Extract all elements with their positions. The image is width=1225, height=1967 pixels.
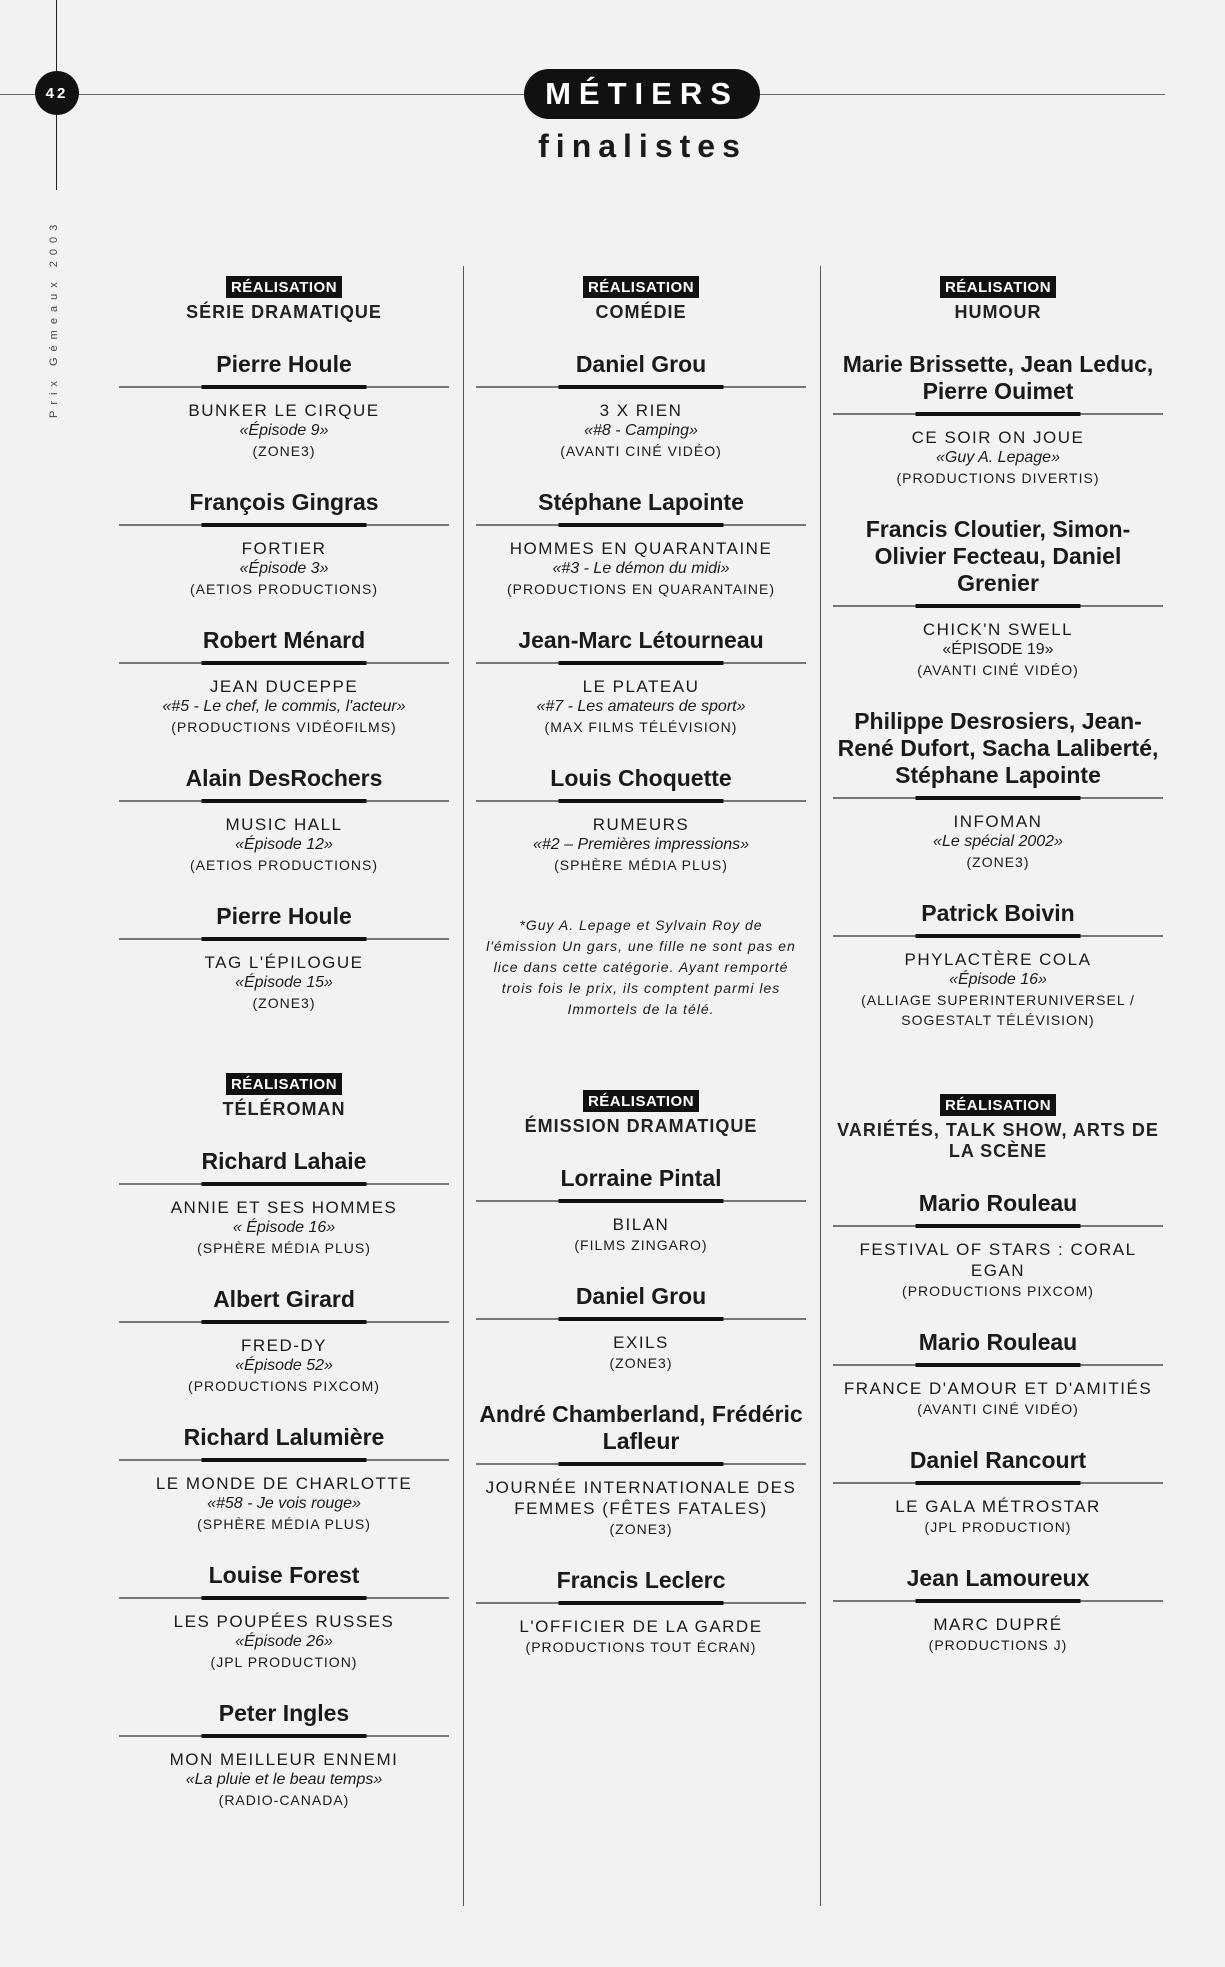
finalist-name: Patrick Boivin <box>921 900 1075 926</box>
producer: (AVANTI CINÉ VIDÉO) <box>917 662 1079 678</box>
producer: (ZONE3) <box>609 1521 673 1537</box>
producer: (AVANTI CINÉ VIDÉO) <box>560 443 722 459</box>
entry-rule <box>476 1463 806 1465</box>
finalist-entry <box>833 516 1163 680</box>
entry-rule <box>476 662 806 664</box>
episode-title: « Épisode 16» <box>232 1219 336 1236</box>
producer: (SPHÈRE MÉDIA PLUS) <box>554 857 728 873</box>
finalist-entry <box>476 351 806 461</box>
entry-rule <box>476 800 806 802</box>
finalist-entry <box>476 1401 806 1539</box>
column-1 <box>119 276 449 1834</box>
category-title: ÉMISSION DRAMATIQUE <box>524 1116 758 1136</box>
finalist-entry <box>119 765 449 875</box>
episode-title: «Épisode 9» <box>239 422 329 439</box>
finalist-name: Marie Brissette, Jean Leduc, Pierre Ouimet <box>842 351 1154 404</box>
finalist-entry <box>476 1165 806 1255</box>
entry-rule <box>119 524 449 526</box>
entry-rule <box>833 1364 1163 1366</box>
show-title: BUNKER LE CIRQUE <box>188 401 380 420</box>
finalist-entry <box>833 708 1163 872</box>
category-title: VARIÉTÉS, TALK SHOW, ARTS DE LA SCÈNE <box>837 1120 1159 1161</box>
page-subtitle: finalistes <box>538 128 747 164</box>
producer: (ZONE3) <box>609 1355 673 1371</box>
finalist-entry <box>119 903 449 1013</box>
episode-title: «#2 – Premières impressions» <box>532 836 750 853</box>
finalist-name: André Chamberland, Frédéric Lafleur <box>479 1401 803 1454</box>
finalist-name: Mario Rouleau <box>918 1329 1078 1355</box>
category-section <box>119 276 449 1013</box>
episode-title: «Épisode 15» <box>235 974 333 991</box>
finalist-entry <box>833 351 1163 488</box>
finalist-name: Lorraine Pintal <box>560 1165 722 1191</box>
finalist-name: Robert Ménard <box>202 627 366 653</box>
producer: (PRODUCTIONS DIVERTIS) <box>896 470 1100 486</box>
finalist-name: Daniel Grou <box>575 351 707 377</box>
category-title: COMÉDIE <box>595 302 687 322</box>
show-title: TAG L'ÉPILOGUE <box>204 953 364 972</box>
producer: (PRODUCTIONS PIXCOM) <box>188 1378 380 1394</box>
show-title: FRANCE D'AMOUR ET D'AMITIÉS <box>843 1379 1153 1398</box>
show-title: CHICK'N SWELL <box>922 620 1074 639</box>
entry-rule <box>833 797 1163 799</box>
show-title: FRED-DY <box>240 1336 328 1355</box>
finalist-name: Francis Cloutier, Simon-Olivier Fecteau, Daniel Grenier <box>865 516 1131 596</box>
finalist-name: Mario Rouleau <box>918 1190 1078 1216</box>
entry-rule <box>119 1183 449 1185</box>
finalist-name: Daniel Grou <box>575 1283 707 1309</box>
category-section <box>833 1094 1163 1655</box>
entry-rule <box>476 524 806 526</box>
show-title: MUSIC HALL <box>225 815 343 834</box>
producer: (AVANTI CINÉ VIDÉO) <box>917 1401 1079 1417</box>
entry-rule <box>119 1459 449 1461</box>
finalist-name: Jean Lamoureux <box>906 1565 1090 1591</box>
entry-rule <box>119 386 449 388</box>
episode-title: «Épisode 12» <box>235 836 333 853</box>
category-title: TÉLÉROMAN <box>222 1099 346 1119</box>
finalist-entry <box>833 900 1163 1030</box>
finalist-entry <box>833 1190 1163 1301</box>
episode-title: «Le spécial 2002» <box>933 833 1063 850</box>
category-footnote: *Guy A. Lepage et Sylvain Roy de l'émission Un gars, une fille ne sont pas en lice dans cette catégorie. Ayant remporté trois fois le prix, ils comptent parmi les Immortels de la télé. <box>486 917 796 1017</box>
category-badge: RÉALISATION <box>226 1073 342 1095</box>
entry-rule <box>119 1597 449 1599</box>
column-divider <box>463 266 464 1906</box>
show-title: EXILS <box>613 1333 669 1352</box>
finalist-name: Peter Ingles <box>218 1700 350 1726</box>
finalist-entry <box>476 489 806 599</box>
entry-rule <box>476 386 806 388</box>
show-title: FORTIER <box>241 539 327 558</box>
producer: (PRODUCTIONS J) <box>928 1637 1068 1653</box>
entry-rule <box>119 938 449 940</box>
finalist-entry <box>833 1565 1163 1655</box>
episode-title: «Épisode 26» <box>235 1633 333 1650</box>
show-title: 3 X RIEN <box>599 401 683 420</box>
entry-rule <box>476 1602 806 1604</box>
finalist-name: Alain DesRochers <box>185 765 383 791</box>
category-title: SÉRIE DRAMATIQUE <box>186 302 382 322</box>
finalist-entry <box>476 1567 806 1657</box>
finalist-name: Daniel Rancourt <box>909 1447 1087 1473</box>
show-title: HOMMES EN QUARANTAINE <box>509 539 773 558</box>
finalist-name: Philippe Desrosiers, Jean-René Dufort, Sacha Laliberté, Stéphane Lapointe <box>837 708 1159 788</box>
finalist-name: Francis Leclerc <box>556 1567 726 1593</box>
show-title: JEAN DUCEPPE <box>209 677 359 696</box>
publication-label: Prix Gémeaux 2003 <box>48 218 60 418</box>
finalist-entry <box>119 1700 449 1810</box>
producer: (MAX FILMS TÉLÉVISION) <box>544 719 738 735</box>
entry-rule <box>833 413 1163 415</box>
show-title: PHYLACTÈRE COLA <box>904 950 1092 969</box>
producer: (AETIOS PRODUCTIONS) <box>189 857 378 873</box>
finalist-entry <box>833 1447 1163 1537</box>
episode-title: «Épisode 52» <box>235 1357 333 1374</box>
producer: (AETIOS PRODUCTIONS) <box>189 581 378 597</box>
finalist-name: Richard Lalumière <box>183 1424 385 1450</box>
category-badge: RÉALISATION <box>940 1094 1056 1116</box>
show-title: JOURNÉE INTERNATIONALE DES FEMMES (FÊTES FATALES) <box>485 1478 797 1518</box>
producer: (JPL PRODUCTION) <box>924 1519 1072 1535</box>
producer: (SPHÈRE MÉDIA PLUS) <box>197 1240 371 1256</box>
producer: (PRODUCTIONS EN QUARANTAINE) <box>506 581 776 597</box>
entry-rule <box>119 1735 449 1737</box>
episode-title: «#7 - Les amateurs de sport» <box>536 698 746 715</box>
producer: (PRODUCTIONS VIDÉOFILMS) <box>171 719 397 735</box>
column-divider <box>820 266 821 1906</box>
category-badge: RÉALISATION <box>226 276 342 298</box>
entry-rule <box>119 800 449 802</box>
finalist-name: Pierre Houle <box>216 351 352 377</box>
show-title: MARC DUPRÉ <box>933 1615 1063 1634</box>
finalist-name: Louise Forest <box>208 1562 360 1588</box>
episode-title: «Épisode 16» <box>949 971 1047 988</box>
producer: (PRODUCTIONS PIXCOM) <box>902 1283 1094 1299</box>
entry-rule <box>476 1318 806 1320</box>
episode-title: «Guy A. Lepage» <box>936 449 1060 466</box>
finalist-entry <box>476 627 806 737</box>
category-badge: RÉALISATION <box>583 1090 699 1112</box>
finalist-entry <box>119 1148 449 1258</box>
finalist-entry <box>119 1286 449 1396</box>
finalist-entry <box>119 627 449 737</box>
entry-rule <box>833 1225 1163 1227</box>
show-title: MON MEILLEUR ENNEMI <box>169 1750 399 1769</box>
finalist-name: François Gingras <box>189 489 379 515</box>
category-title: HUMOUR <box>954 302 1042 322</box>
entry-rule <box>119 1321 449 1323</box>
entry-rule <box>833 605 1163 607</box>
show-title: LES POUPÉES RUSSES <box>173 1612 395 1631</box>
entry-rule <box>119 662 449 664</box>
category-section <box>119 1073 449 1810</box>
column-3 <box>833 276 1163 1679</box>
finalist-name: Stéphane Lapointe <box>538 489 744 515</box>
page-title: MÉTIERS <box>524 69 760 119</box>
finalist-name: Pierre Houle <box>216 903 352 929</box>
entry-rule <box>833 935 1163 937</box>
show-title: RUMEURS <box>592 815 690 834</box>
page-number: 42 <box>35 71 79 115</box>
show-title: INFOMAN <box>953 812 1043 831</box>
entry-rule <box>833 1482 1163 1484</box>
show-title: LE GALA MÉTROSTAR <box>895 1497 1101 1516</box>
producer: (ZONE3) <box>966 854 1030 870</box>
episode-title: «#8 - Camping» <box>584 422 698 439</box>
episode-title: «La pluie et le beau temps» <box>185 1771 383 1788</box>
producer: (ZONE3) <box>252 995 316 1011</box>
producer: (SPHÈRE MÉDIA PLUS) <box>197 1516 371 1532</box>
show-title: L'OFFICIER DE LA GARDE <box>519 1617 763 1636</box>
producer: (ALLIAGE SUPERINTERUNIVERSEL / SOGESTALT TÉLÉVISION) <box>861 992 1135 1028</box>
producer: (JPL PRODUCTION) <box>210 1654 358 1670</box>
column-2 <box>476 276 806 1681</box>
episode-title: «#58 - Je vois rouge» <box>207 1495 361 1512</box>
producer: (ZONE3) <box>252 443 316 459</box>
category-section <box>476 1090 806 1657</box>
episode-title: «#5 - Le chef, le commis, l'acteur» <box>162 698 406 715</box>
producer: (PRODUCTIONS TOUT ÉCRAN) <box>525 1639 757 1655</box>
finalist-name: Albert Girard <box>213 1286 355 1312</box>
category-badge: RÉALISATION <box>940 276 1056 298</box>
finalist-name: Richard Lahaie <box>201 1148 367 1174</box>
producer: (RADIO-CANADA) <box>218 1792 350 1808</box>
entry-rule <box>833 1600 1163 1602</box>
episode-title: «Épisode 3» <box>239 560 329 577</box>
finalist-entry <box>476 765 806 875</box>
finalist-name: Jean-Marc Létourneau <box>518 627 764 653</box>
finalist-entry <box>119 1562 449 1672</box>
category-section <box>476 276 806 1020</box>
finalist-entry <box>119 489 449 599</box>
show-title: ANNIE ET SES HOMMES <box>170 1198 398 1217</box>
category-section <box>833 276 1163 1030</box>
show-title: BILAN <box>612 1215 670 1234</box>
episode-title: «ÉPISODE 19» <box>942 641 1054 658</box>
finalist-entry <box>833 1329 1163 1419</box>
finalist-name: Louis Choquette <box>550 765 732 791</box>
producer: (FILMS ZINGARO) <box>574 1237 708 1253</box>
show-title: LE MONDE DE CHARLOTTE <box>155 1474 413 1493</box>
entry-rule <box>476 1200 806 1202</box>
episode-title: «#3 - Le démon du midi» <box>552 560 730 577</box>
finalist-entry <box>119 351 449 461</box>
finalist-entry <box>476 1283 806 1373</box>
show-title: CE SOIR ON JOUE <box>911 428 1085 447</box>
show-title: FESTIVAL OF STARS : CORAL EGAN <box>859 1240 1137 1280</box>
category-badge: RÉALISATION <box>583 276 699 298</box>
show-title: LE PLATEAU <box>582 677 700 696</box>
finalist-entry <box>119 1424 449 1534</box>
